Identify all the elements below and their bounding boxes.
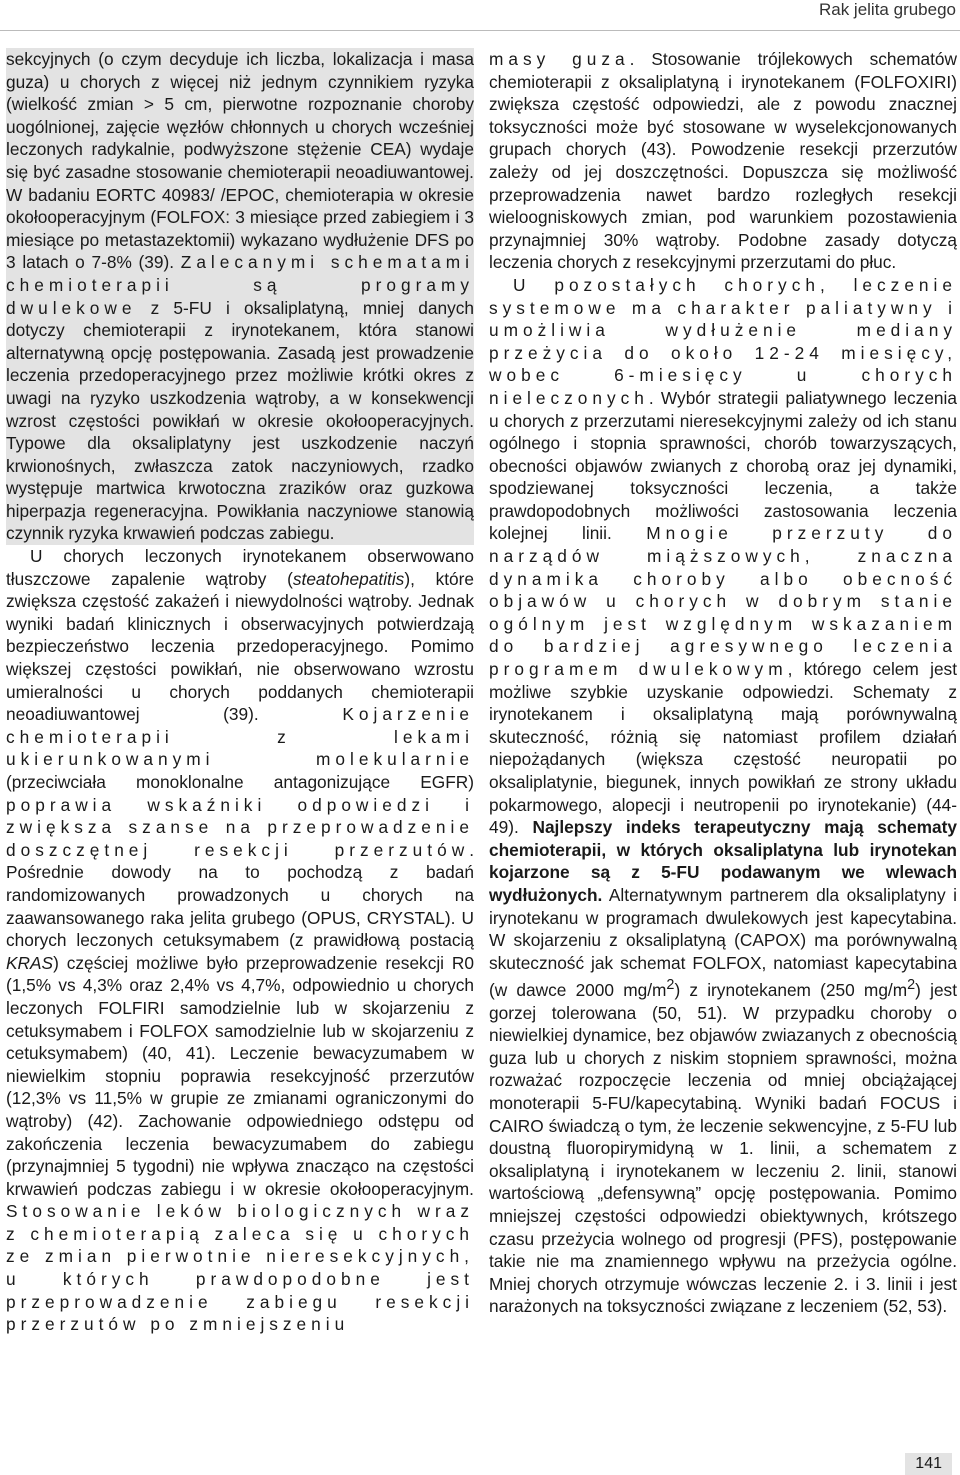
left-paragraph-2 (6, 545, 474, 1336)
left-p2-italic-2: KRAS (6, 952, 54, 973)
right-p2-spaced-1: U pozostałych chorych, leczenie systemowe ma charakter paliatywny i umożliwia wydłużenie mediany przeżycia do około 12-24 miesięcy, wobec 6-miesięcy u chorych nieleczonych (489, 274, 957, 408)
left-p2-spaced-2: poprawia wskaźniki odpowiedzi i zwiększa szanse na przeprowadzenie doszczętnej resekcji przerzutów (6, 794, 474, 860)
left-paragraph-1 (6, 48, 474, 545)
left-p1-text-b: z 5-FU i oksaliplatyną, mniej danych dotyczy chemioterapii z irynotekanem, która stanowi alternatywną opcję postępowania. Zasadą jest prowadzenie leczenia przedoperacyjnego przez możliwie krótki okres z uwagi na ryzyko uszkodzenia wątroby, a w konsekwencji wzrost częstości powikłań w okresie okołooperacyjnych. Typowe dla oksaliplatyny jest uszkodzenie naczyń krwionośnych, zwłaszcza zatok naczyniowych, rzadko występuje martwica krwotoczna zrazików oraz guzkowa hiperpazja regeneracyjna. Powikłania naczyniowe stanowią czynnik ryzyka krwawień podczas zabiegu. (6, 297, 474, 544)
right-p2-text-c: Alternatywnym partnerem dla oksaliplatyny i irynotekanu w programach dwulekowych jest kapecytabina. W skojarzeniu z oksaliplatyną (CAPOX) ma porównywalną skuteczność jak schemat FOLFOX, natomiast kapecytabina (w dawce 2000 mg/m (489, 884, 957, 1001)
right-p2-spaced-2: Mnogie przerzuty do narządów miąższowych, znaczna dynamika choroby albo obecność objawów u chorych w dobrym stanie ogólnym jest względnym wskazaniem do bardziej agresywnego leczenia programem dwulekowym (489, 523, 957, 680)
left-p2-text-d: . Pośrednie dowody na to pochodzą z badań randomizowanych prowadzonych u chorych na zaawansowanego raka jelita grubego (OPUS, CRYSTAL). U chorych leczonych cetuksymabem (z prawidłową postacią (6, 839, 474, 951)
left-p2-text-a: U chorych leczonych irynotekanem obserwowano tłuszczowe zapalenie wątroby ( (6, 546, 474, 589)
left-p1-spaced: Zalecanymi schematami chemioterapii są programy dwulekowe (6, 252, 474, 318)
right-p2-text-d: ) z irynotekanem (250 mg/m (674, 980, 908, 1001)
right-p1-spaced: masy guza (489, 49, 630, 69)
running-header (0, 0, 960, 36)
right-p2-text-b: , którego celem jest możliwe szybkie uzyskanie odpowiedzi. Schematy z irynotekanem i oksaliplatyną mają porównywalną skuteczność, różnią się natomiast profilem działań niepożądanych (większa częstość neuropatii po oksaliplatynie, biegunek, innych powikłań ze strony układu pokarmowego, alopecji i neutropenii po irynotekanie) (44-49). (489, 659, 958, 838)
left-column (6, 48, 474, 1336)
right-p2-superscript-1: 2 (666, 977, 675, 994)
right-column (489, 48, 957, 1318)
right-p1-text: . Stosowanie trójlekowych schematów chemioterapii z oksaliplatyną i irynotekanem (FOLFOXIRI) zwiększa częstość odpowiedzi, ale z powodu znacznej toksyczności może być stosowane w wyselekcjonowanych grupach chorych (43). Powodzenie resekcji przerzutów zależy od jej doszczętności. Dopuszcza się możliwość przeprowadzenia nawet bardzo rozległych resekcji wieloogniskowych zmian, pod warunkiem pozostawienia przynajmniej 30% wątroby. Podobne zasady dotyczą leczenia chorych z resekcyjnymi przerzutami do płuc. (489, 49, 957, 273)
right-paragraph-2 (489, 274, 957, 1318)
header-title: Rak jelita grubego (818, 0, 956, 19)
right-p2-text-a: . Wybór strategii paliatywnego leczenia u chorych z przerzutami nieresekcyjnymi zależy od ich stanu ogólnego i stopnia sprawności, chorób towarzyszących, obecności objawów zwianych z chorobą oraz jej dynamiki, spodziewanej toksyczności leczenia, a także prawdopodobnych możliwości zastosowania leczenia kolejnej linii. (489, 387, 957, 544)
page-number: 141 (905, 1453, 952, 1475)
left-p2-text-c: (przeciwciała monoklonalne antagonizujące EGFR) (6, 772, 474, 792)
left-p2-spaced-1: Kojarzenie chemioterapii z lekami ukierunkowanymi molekularnie (6, 704, 474, 770)
left-p2-text-b: ), które zwiększa częstość zakażeń i niewydolności wątroby. Jednak wyniki badań klinicznych i obserwacyjnych potwierdzają bezpieczeństwo leczenia przedoperacyjnego. Pomimo większej częstości powikłań, nie obserwowano wzrostu umieralności u chorych poddanych chemioterapii neoadiuwantowej (39). (6, 568, 475, 725)
left-p1-text-a: sekcyjnych (o czym decyduje ich liczba, lokalizacja i masa guza) u chorych z więcej niż jednym czynnikiem ryzyka (wielkość zmian > 5 cm, pierwotne rozpoznanie choroby uogólnionej, zajęcie węzłów chłonnych u chorych wcześniej leczonych radykalnie, podwyższone stężenie CEA) wydaje się być zasadne stosowanie chemioterapii neoadiuwantowej. W badaniu EORTC 40983/ /EPOC, chemioterapia w okresie okołooperacyjnym (FOLFOX: 3 miesiące przed zabiegiem i 3 miesiące po metastazektomii) wykazano wydłużenie DFS po 3 latach o 7-8% (39). (6, 49, 474, 273)
header-rule (0, 30, 960, 31)
left-p2-text-e: ) częściej możliwe było przeprowadzenie resekcji R0 (1,5% vs 4,3% oraz 2,4% vs 4,7%, odpowiednio u chorych leczonych FOLFIRI samodzielnie lub w skojarzeniu z cetuksymabem i FOLFOX samodzielnie lub w skojarzeniu z cetuksymabem) (40, 41). Leczenie bewacyzumabem w niewielkim stopniu poprawia resekcyjność przerzutów (12,3% vs 11,5% w grupie ze zmianami ograniczonymi do wątroby) (42). Zachowanie odpowiedniego odstępu od zakończenia leczenia bewacyzumabem do zabiegu (przynajmniej 5 tygodni) nie wpływa znacząco na częstości krwawień podczas zabiegu i w okresie okołooperacyjnym. (6, 952, 474, 1199)
right-p2-bold: Najlepszy indeks terapeutyczny mają schematy chemioterapii, w których oksaliplatyna lub irynotekan kojarzone są z 5-FU podawanym we wlewach wydłużonych. (489, 817, 957, 905)
right-p2-superscript-2: 2 (907, 977, 916, 994)
left-p2-italic: steatohepatitis (292, 568, 405, 589)
right-p2-text-e: ) jest gorzej tolerowana (50, 51). W przypadku choroby o niewielkiej dynamice, bez objawów zwiazanych z obecnością guza lub u chorych z niskim stopniem sprawności, można rozważać rozpoczęcie leczenia od mniej obciążającej monoterapii 5-FU/kapecytabiną. Wyniki badań FOCUS i CAIRO świadczą o tym, że leczenie sekwencyjne, z 5-FU lub doustną fluoropirymidyną w 1. linii, a schematem z oksaliplatyną i irynotekanem w leczeniu 2. linii, stanowi wartościową „defensywną” opcję postępowania. Pomimo mniejszej częstości odpowiedzi obiektywnych, krótszego czasu przeżycia wolnego od progresji (PFS), postępowanie takie nie ma znamiennego wpływu na przeżycia ogólne. Mniej chorych otrzymuje wówczas leczenie 2. i 3. linii i jest narażonych na toksyczności związane z leczeniem (52, 53). (489, 980, 957, 1317)
right-paragraph-1 (489, 48, 957, 274)
left-p2-spaced-3: Stosowanie leków biologicznych wraz z chemioterapią zaleca się u chorych ze zmian pierwotnie nieresekcyjnych, u których prawdopodobne jest przeprowadzenie zabiegu resekcji przerzutów po zmniejszeniu (6, 1201, 474, 1335)
